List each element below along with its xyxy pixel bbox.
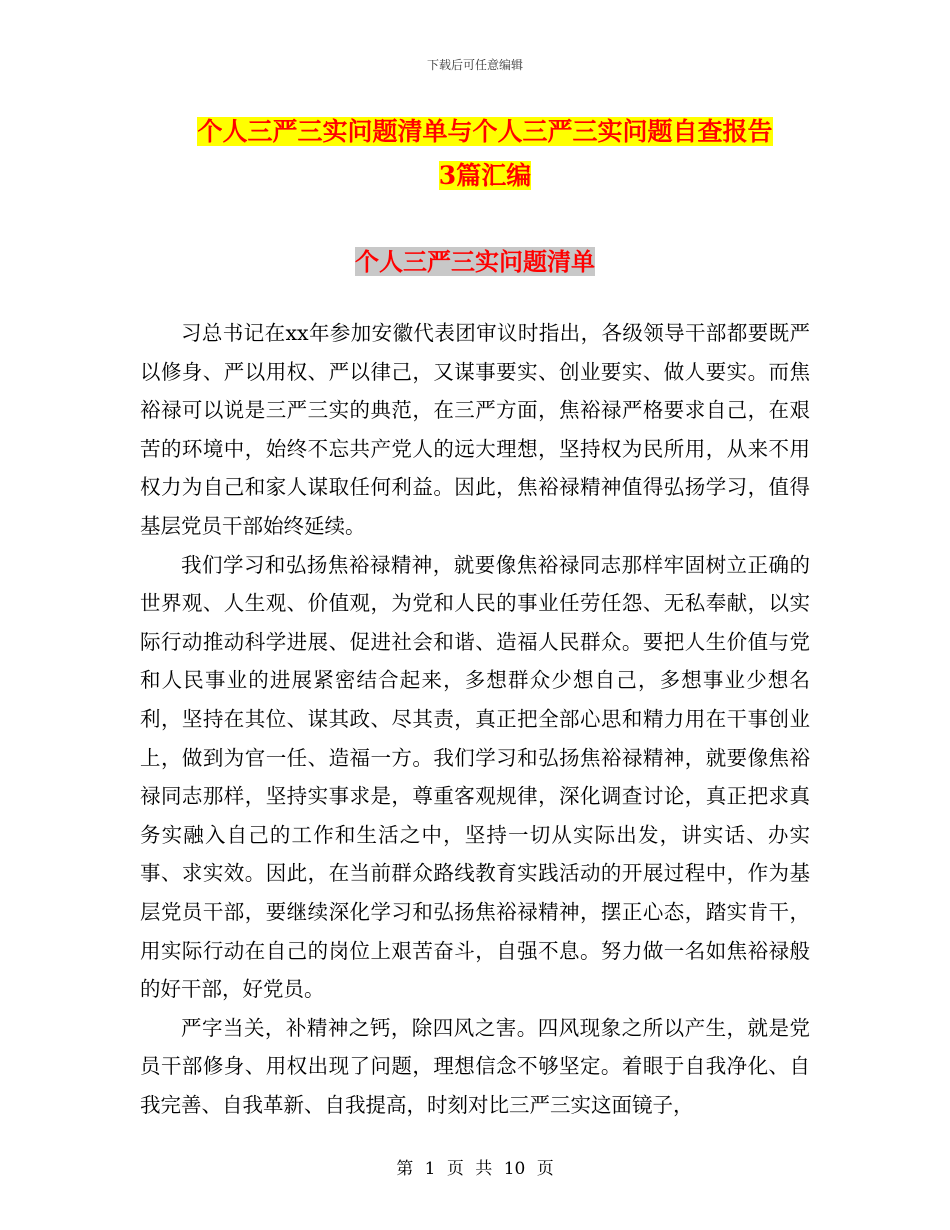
document-title bbox=[140, 110, 830, 198]
document-title-line-1: 个人三严三实问题清单与个人三严三实问题自查报告 bbox=[197, 117, 773, 146]
paragraph: 我们学习和弘扬焦裕禄精神，就要像焦裕禄同志那样牢固树立正确的世界观、人生观、价值观，为党和人民的事业任劳任怨、无私奉献，以实际行动推动科学进展、促进社会和谐、造福人民群众。要把人生价值与党和人民事业的进展紧密结合起来，多想群众少想自己，多想事业少想名利，坚持在其位、谋其政、尽其责，真正把全部心思和精力用在干事创业上，做到为官一任、造福一方。我们学习和弘扬焦裕禄精神，就要像焦裕禄同志那样，坚持实事求是，尊重客观规律，深化调查讨论，真正把求真务实融入自己的工作和生活之中，坚持一切从实际出发，讲实话、办实事、求实效。因此，在当前群众路线教育实践活动的开展过程中，作为基层党员干部，要继续深化学习和弘扬焦裕禄精神，摆正心态，踏实肯干，用实际行动在自己的岗位上艰苦奋斗，自强不息。努力做一名如焦裕禄般的好干部，好党员。 bbox=[140, 552, 810, 1002]
page-footer: 第 1 页 共 10 页 bbox=[396, 1159, 554, 1179]
body-text bbox=[140, 314, 810, 1124]
section-heading-text: 个人三严三实问题清单 bbox=[355, 247, 595, 276]
paragraph: 严字当关，补精神之钙，除四风之害。四风现象之所以产生，就是党员干部修身、用权出现了问题，理想信念不够坚定。着眼于自我净化、自我完善、自我革新、自我提高，时刻对比三严三实这面镜子， bbox=[140, 1015, 810, 1117]
header-note: 下载后可任意编辑 bbox=[426, 58, 523, 72]
paragraph: 习总书记在xx年参加安徽代表团审议时指出，各级领导干部都要既严以修身、严以用权、严以律己，又谋事要实、创业要实、做人要实。而焦裕禄可以说是三严三实的典范，在三严方面，焦裕禄严格要求自己，在艰苦的环境中，始终不忘共产党人的远大理想，坚持权为民所用，从来不用权力为自己和家人谋取任何利益。因此，焦裕禄精神值得弘扬学习，值得基层党员干部始终延续。 bbox=[140, 321, 810, 538]
document-title-line-2: 3篇汇编 bbox=[438, 161, 532, 190]
section-heading bbox=[0, 244, 950, 280]
